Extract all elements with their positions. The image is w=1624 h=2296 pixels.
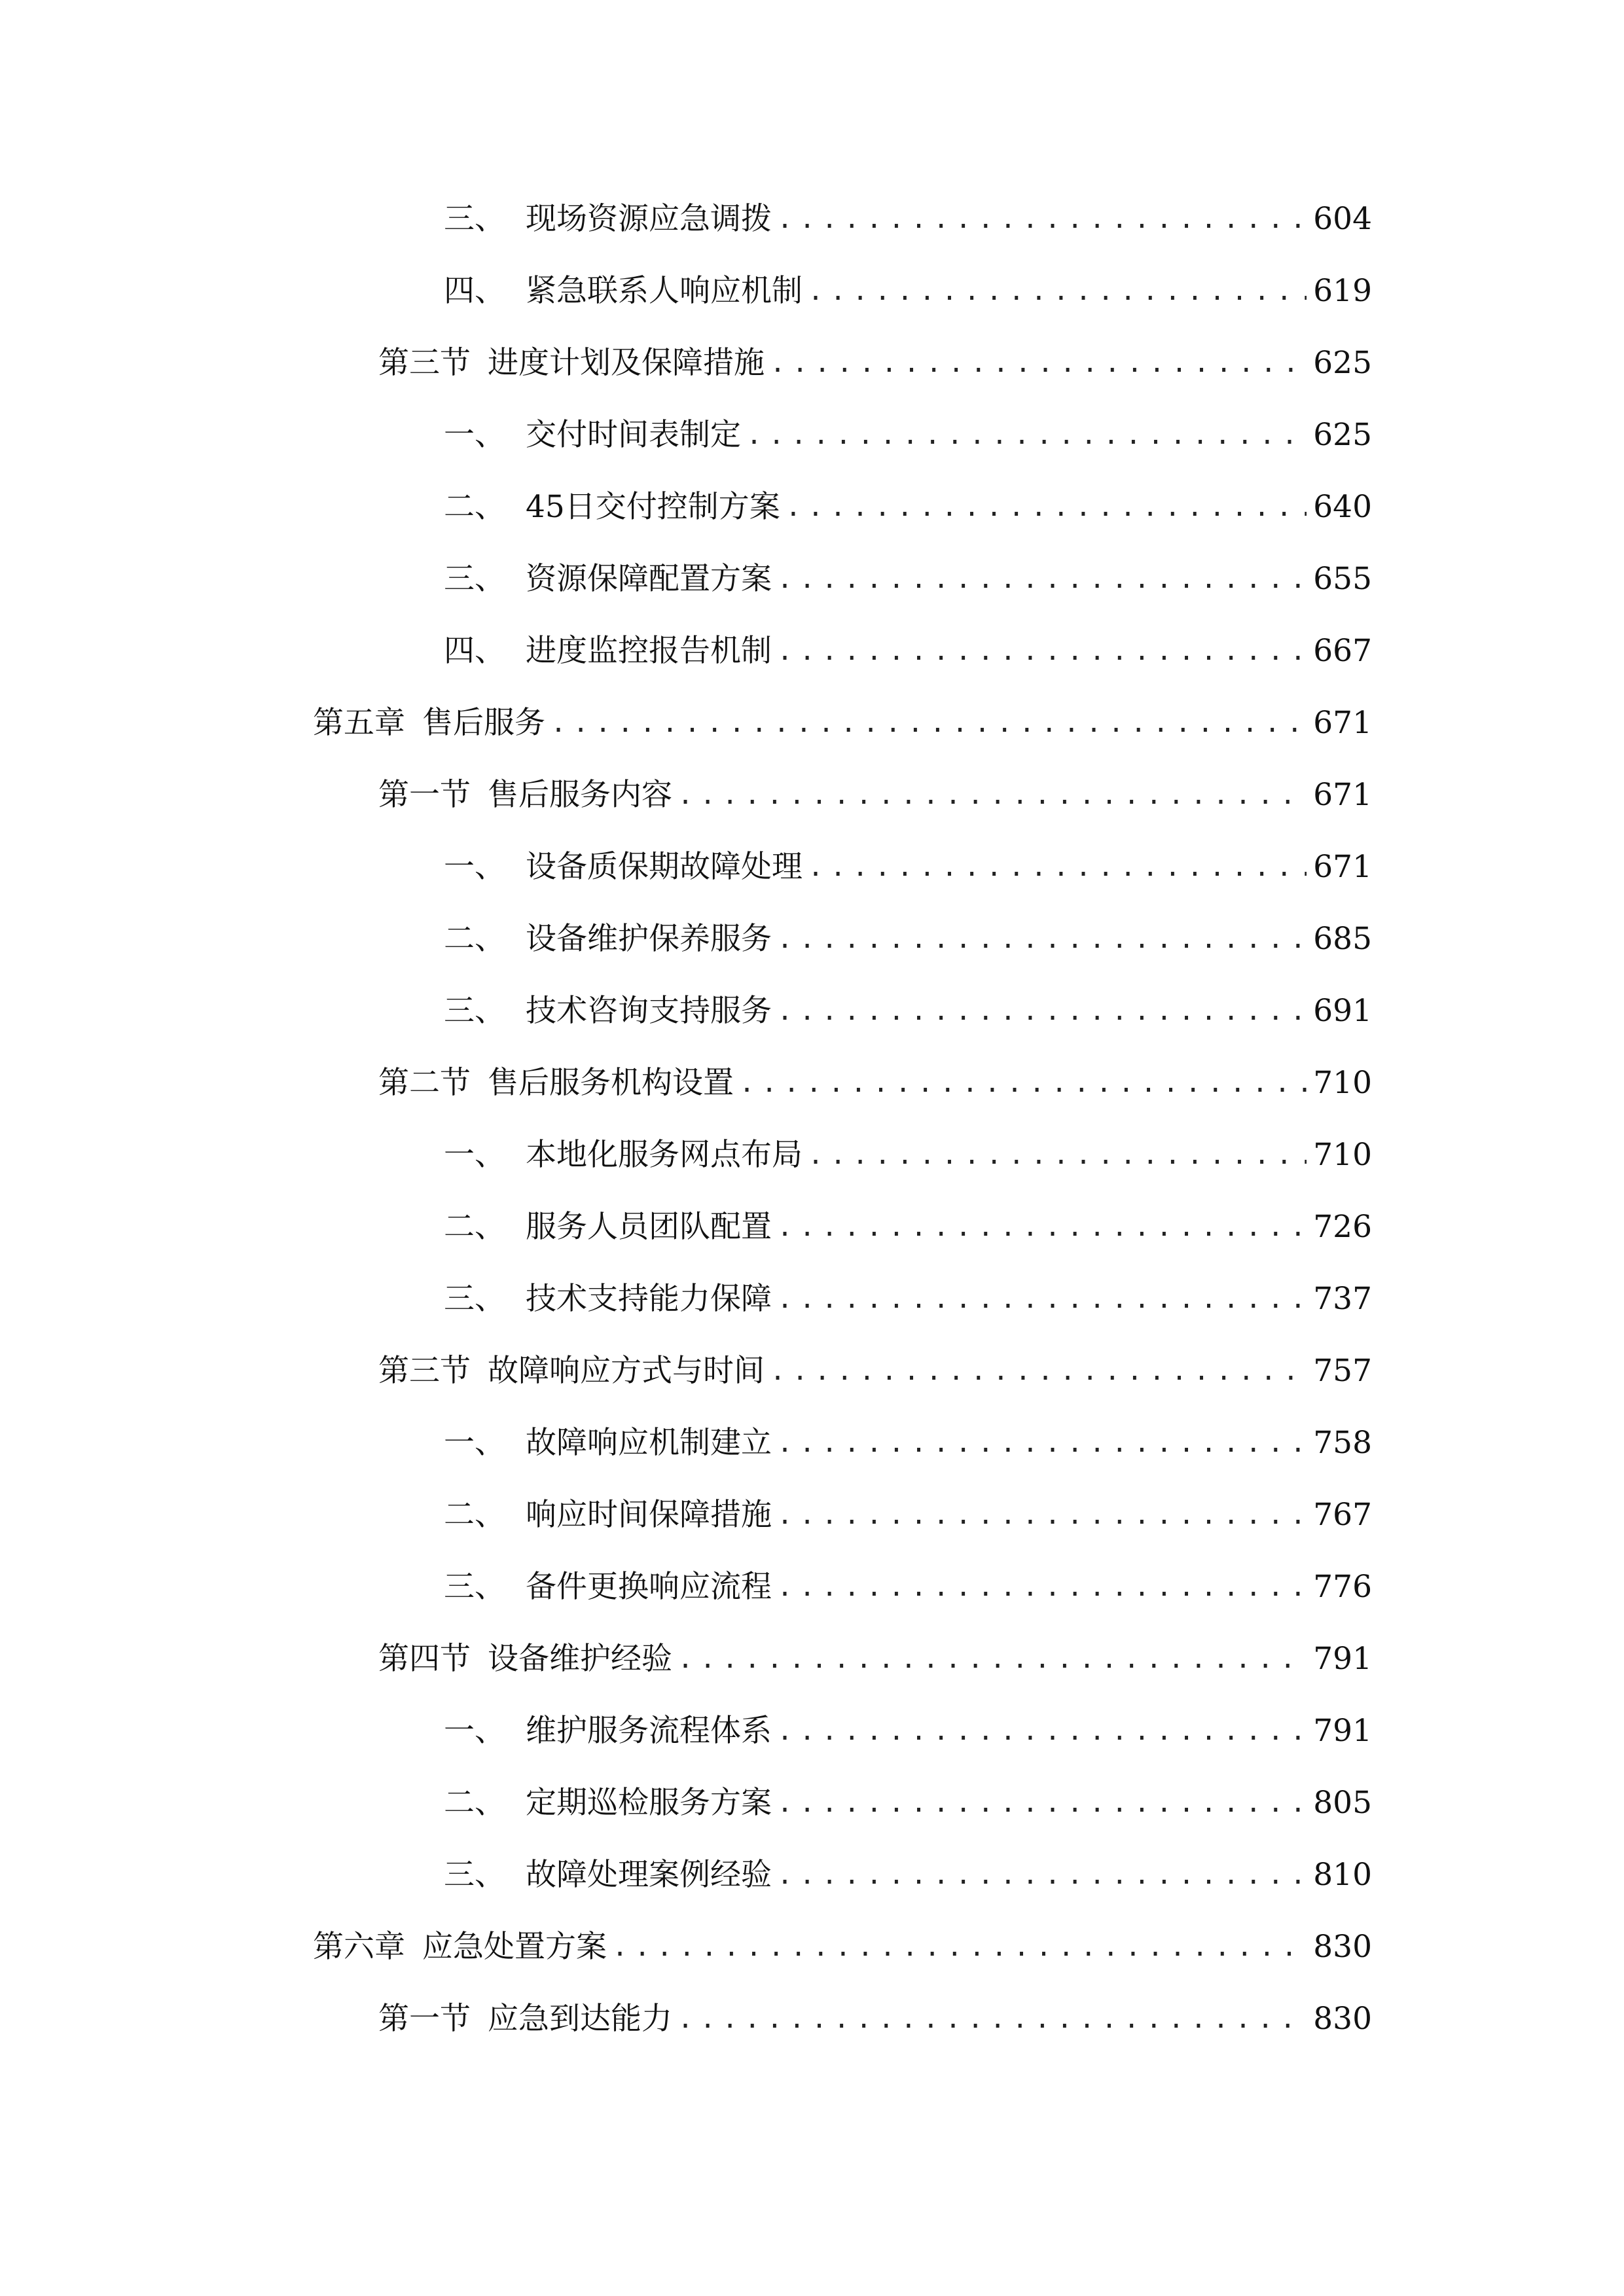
toc-entry-number: 第五章: [313, 705, 405, 741]
toc-section-entry[interactable]: [378, 1348, 1372, 1394]
toc-entry-page: 710: [1313, 1137, 1372, 1173]
toc-leader-dots: [808, 1132, 1307, 1178]
toc-entry-title: 45日交付控制方案: [526, 489, 780, 525]
toc-entry-title: 售后服务机构设置: [488, 1065, 734, 1101]
toc-leader-dots: [808, 844, 1307, 890]
toc-leader-dots: [777, 1852, 1307, 1898]
toc-entry[interactable]: [444, 1708, 1372, 1754]
toc-entry[interactable]: [444, 412, 1372, 458]
toc-entry-label: [444, 1564, 772, 1610]
toc-entry-label: [444, 412, 741, 458]
toc-entry-label: [444, 844, 803, 890]
toc-entry-page: 805: [1313, 1785, 1372, 1821]
toc-entry[interactable]: [444, 1852, 1372, 1898]
toc-leader-dots: [550, 700, 1307, 746]
toc-entry[interactable]: [444, 1564, 1372, 1610]
toc-entry-page: 757: [1313, 1353, 1372, 1389]
toc-leader-dots: [785, 484, 1307, 530]
toc-chapter-entry[interactable]: [313, 1924, 1372, 1970]
toc-section-entry[interactable]: [378, 1060, 1372, 1106]
toc-entry-number: 四、: [444, 273, 505, 309]
toc-entry-number: 二、: [444, 1209, 505, 1245]
toc-entry-number: 一、: [444, 849, 505, 885]
toc-entry-page: 737: [1313, 1281, 1372, 1317]
toc-entry[interactable]: [444, 916, 1372, 962]
toc-entry[interactable]: [444, 556, 1372, 602]
toc-entry-number: 第一节: [378, 2001, 471, 2037]
toc-entry-label: [444, 916, 772, 962]
toc-entry-title: 应急处置方案: [422, 1929, 607, 1965]
toc-entry-number: 三、: [444, 1281, 505, 1317]
toc-entry-label: [378, 1060, 734, 1106]
toc-entry-page: 758: [1313, 1425, 1372, 1461]
toc-entry-number: 第六章: [313, 1929, 405, 1965]
toc-entry-number: 第四节: [378, 1641, 471, 1677]
toc-entry-label: [444, 556, 772, 602]
toc-entry-title: 定期巡检服务方案: [526, 1785, 772, 1821]
toc-entry-title: 交付时间表制定: [526, 417, 741, 453]
toc-entry-title: 进度计划及保障措施: [488, 345, 765, 381]
toc-entry-title: 技术咨询支持服务: [526, 993, 772, 1029]
toc-entry[interactable]: [444, 844, 1372, 890]
toc-entry-page: 776: [1313, 1569, 1372, 1605]
toc-entry-page: 830: [1313, 1929, 1372, 1965]
toc-section-entry[interactable]: [378, 772, 1372, 818]
toc-entry-page: 791: [1313, 1641, 1372, 1677]
toc-entry[interactable]: [444, 1492, 1372, 1538]
toc-entry-title: 应急到达能力: [488, 2001, 672, 2037]
toc-entry-label: [444, 1132, 803, 1178]
toc-entry-page: 640: [1313, 489, 1372, 525]
toc-entry-page: 604: [1313, 201, 1372, 237]
toc-entry-label: [378, 1348, 765, 1394]
toc-entry-number: 一、: [444, 417, 505, 453]
toc-leader-dots: [777, 1564, 1307, 1610]
toc-entry-number: 三、: [444, 993, 505, 1029]
toc-entry-title: 紧急联系人响应机制: [526, 273, 803, 309]
toc-entry-page: 671: [1313, 849, 1372, 885]
toc-section-entry[interactable]: [378, 340, 1372, 386]
toc-entry-page: 791: [1313, 1713, 1372, 1749]
toc-entry-label: [378, 340, 765, 386]
toc-leader-dots: [677, 1996, 1307, 2042]
toc-leader-dots: [746, 412, 1307, 458]
toc-entry-title: 资源保障配置方案: [526, 561, 772, 597]
toc-entry-page: 655: [1313, 561, 1372, 597]
toc-entry-title: 故障响应机制建立: [526, 1425, 772, 1461]
toc-leader-dots: [777, 1492, 1307, 1538]
toc-leader-dots: [677, 1636, 1307, 1682]
toc-entry-label: [444, 1420, 772, 1466]
toc-entry-label: [378, 1636, 672, 1682]
toc-entry-page: 685: [1313, 921, 1372, 957]
toc-entry-label: [313, 1924, 607, 1970]
toc-entry-label: [444, 1708, 772, 1754]
toc-entry-number: 二、: [444, 921, 505, 957]
toc-leader-dots: [770, 1348, 1307, 1394]
toc-entry-title: 维护服务流程体系: [526, 1713, 772, 1749]
toc-entry-title: 设备质保期故障处理: [526, 849, 803, 885]
toc-entry-page: 691: [1313, 993, 1372, 1029]
toc-entry-title: 售后服务: [422, 705, 545, 741]
toc-leader-dots: [777, 556, 1307, 602]
toc-entry[interactable]: [444, 1780, 1372, 1826]
toc-entry-label: [313, 700, 545, 746]
toc-entry-label: [444, 1276, 772, 1322]
toc-entry-title: 故障响应方式与时间: [488, 1353, 765, 1389]
toc-entry-page: 671: [1313, 705, 1372, 741]
toc-entry-number: 二、: [444, 1785, 505, 1821]
toc-entry-label: [444, 196, 772, 242]
toc-leader-dots: [612, 1924, 1307, 1970]
toc-chapter-entry[interactable]: [313, 700, 1372, 746]
toc-entry-page: 625: [1313, 345, 1372, 381]
toc-entry-number: 四、: [444, 633, 505, 669]
toc-entry-number: 三、: [444, 561, 505, 597]
toc-entry[interactable]: [444, 1132, 1372, 1178]
toc-entry-page: 619: [1313, 273, 1372, 309]
toc-entry-page: 671: [1313, 777, 1372, 813]
toc-section-entry[interactable]: [378, 1636, 1372, 1682]
toc-entry-title: 设备维护保养服务: [526, 921, 772, 957]
toc-leader-dots: [777, 988, 1307, 1034]
toc-entry-number: 一、: [444, 1713, 505, 1749]
toc-leader-dots: [677, 772, 1307, 818]
toc-entry-label: [378, 1996, 672, 2042]
toc-section-entry[interactable]: [378, 1996, 1372, 2042]
toc-entry-label: [444, 1852, 772, 1898]
toc-entry-label: [444, 1492, 772, 1538]
toc-leader-dots: [777, 916, 1307, 962]
toc-entry[interactable]: [444, 268, 1372, 314]
toc-entry-page: 767: [1313, 1497, 1372, 1533]
toc-leader-dots: [777, 1708, 1307, 1754]
toc-entry-title: 故障处理案例经验: [526, 1857, 772, 1893]
toc-entry-page: 810: [1313, 1857, 1372, 1893]
toc-entry-number: 二、: [444, 489, 505, 525]
toc-entry-title: 响应时间保障措施: [526, 1497, 772, 1533]
toc-leader-dots: [777, 196, 1307, 242]
toc-entry-title: 备件更换响应流程: [526, 1569, 772, 1605]
toc-entry-number: 第一节: [378, 777, 471, 813]
toc-entry-number: 三、: [444, 201, 505, 237]
toc-leader-dots: [808, 268, 1307, 314]
toc-entry-label: [444, 1780, 772, 1826]
toc-entry[interactable]: [444, 1420, 1372, 1466]
toc-entry-number: 第三节: [378, 345, 471, 381]
toc-entry-title: 现场资源应急调拨: [526, 201, 772, 237]
toc-entry-number: 一、: [444, 1137, 505, 1173]
toc-entry-page: 710: [1313, 1065, 1372, 1101]
toc-entry-number: 三、: [444, 1569, 505, 1605]
toc-entry[interactable]: [444, 196, 1372, 242]
toc-entry-number: 一、: [444, 1425, 505, 1461]
toc-entry-label: [444, 484, 780, 530]
toc-entry-page: 830: [1313, 2001, 1372, 2037]
toc-entry-number: 第三节: [378, 1353, 471, 1389]
toc-entry-label: [444, 628, 772, 674]
toc-entry-title: 技术支持能力保障: [526, 1281, 772, 1317]
toc-leader-dots: [777, 1276, 1307, 1322]
toc-entry-label: [378, 772, 672, 818]
toc-entry-label: [444, 1204, 772, 1250]
toc-entry[interactable]: [444, 628, 1372, 674]
toc-entry-title: 本地化服务网点布局: [526, 1137, 803, 1173]
toc-leader-dots: [739, 1060, 1307, 1106]
toc-entry-label: [444, 268, 803, 314]
toc-entry-number: 二、: [444, 1497, 505, 1533]
toc-entry[interactable]: [444, 1276, 1372, 1322]
toc-entry-title: 进度监控报告机制: [526, 633, 772, 669]
toc-entry-title: 服务人员团队配置: [526, 1209, 772, 1245]
toc-leader-dots: [777, 628, 1307, 674]
toc-entry-title: 售后服务内容: [488, 777, 672, 813]
toc-entry-page: 667: [1313, 633, 1372, 669]
toc-leader-dots: [777, 1780, 1307, 1826]
toc-entry-title: 设备维护经验: [488, 1641, 672, 1677]
toc-entry-page: 726: [1313, 1209, 1372, 1245]
toc-entry-number: 第二节: [378, 1065, 471, 1101]
toc-entry-number: 三、: [444, 1857, 505, 1893]
toc-leader-dots: [777, 1420, 1307, 1466]
toc-entry[interactable]: [444, 484, 1372, 530]
toc-entry[interactable]: [444, 988, 1372, 1034]
toc-leader-dots: [777, 1204, 1307, 1250]
toc-entry-page: 625: [1313, 417, 1372, 453]
toc-entry-label: [444, 988, 772, 1034]
toc-leader-dots: [770, 340, 1307, 386]
toc-entry[interactable]: [444, 1204, 1372, 1250]
